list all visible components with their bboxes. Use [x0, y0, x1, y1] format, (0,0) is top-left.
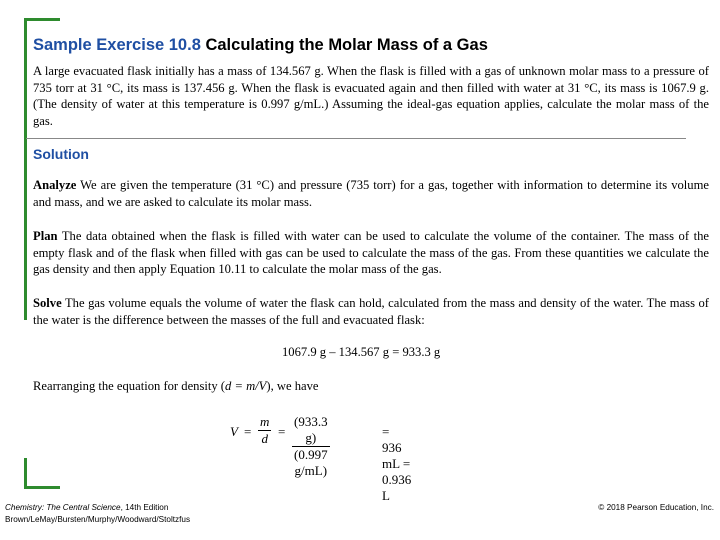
plan-label: Plan: [33, 229, 58, 243]
rearranging-suffix: ), we have: [266, 379, 319, 393]
solve-label: Solve: [33, 296, 62, 310]
analyze-text: We are given the temperature (31 °C) and pressure (735 torr) for a gas, together with information to determine its volume and mass, and we are asked to calculate its molar mass.: [33, 178, 709, 209]
bottom-bracket-tick: [24, 486, 60, 489]
water-mass-equation: 1067.9 g – 134.567 g = 933.3 g: [282, 345, 441, 359]
fraction-values: [292, 414, 330, 479]
book-title: Chemistry: The Central Science: [5, 503, 121, 512]
top-bracket-tick: [24, 18, 60, 21]
plan-paragraph: [33, 228, 709, 278]
analyze-paragraph: [33, 177, 709, 210]
analyze-label: Analyze: [33, 178, 77, 192]
fraction2-numerator: (933.3 g): [294, 414, 328, 445]
footer-copyright: © 2018 Pearson Education, Inc.: [598, 503, 714, 512]
formula-equals-2: =: [278, 424, 286, 439]
formula-equals: =: [244, 424, 252, 439]
exercise-number: Sample Exercise 10.8: [33, 36, 201, 54]
solve-text: The gas volume equals the volume of water the flask can hold, calculated from the mass and density of the water. The mass of the water is the difference between the masses of the full and evacuated flask:: [33, 296, 709, 327]
solution-heading: Solution: [33, 146, 89, 162]
page-title: [33, 36, 488, 55]
lower-bracket-line: [24, 458, 27, 488]
solve-paragraph: [33, 295, 709, 328]
divider: [26, 138, 686, 139]
problem-statement: A large evacuated flask initially has a mass of 134.567 g. When the flask is filled with a gas of unknown molar mass to a pressure of 735 torr at 31 °C, its mass is 137.456 g. When the flask is evacuated again and then filled with water at 31 °C, its mass is 1067.9 g. (The density of water at this temperature is 0.997 g/mL.) Assuming the ideal-gas equation applies, calculate the molar mass of the gas.: [33, 64, 709, 128]
fraction-m-over-d: [258, 414, 271, 447]
book-edition: , 14th Edition: [120, 503, 169, 512]
fraction1-numerator: m: [260, 414, 270, 429]
rearranging-text: [33, 379, 319, 394]
fraction1-denominator: d: [261, 431, 268, 446]
book-authors: Brown/LeMay/Bursten/Murphy/Woodward/Stoltzfus: [5, 515, 191, 524]
left-bracket-line: [24, 18, 27, 320]
formula-lhs: V: [230, 424, 238, 439]
fraction2-denominator: (0.997 g/mL): [294, 447, 328, 478]
formula-result: = 936 mL = 0.936 L: [382, 424, 412, 503]
rearranging-prefix: Rearranging the equation for density (: [33, 379, 225, 393]
footer-citation: [5, 502, 190, 526]
plan-text: The data obtained when the flask is filled with water can be used to calculate the volume of the container. The mass of the empty flask and of the flask when filled with gas can be used to calculate the mass of the gas. From these quantities we calculate the gas density and then apply Equation 10.11 to calculate the molar mass of the gas.: [33, 229, 709, 276]
exercise-title: Calculating the Molar Mass of a Gas: [205, 36, 488, 54]
density-formula: d = m/V: [225, 379, 267, 393]
